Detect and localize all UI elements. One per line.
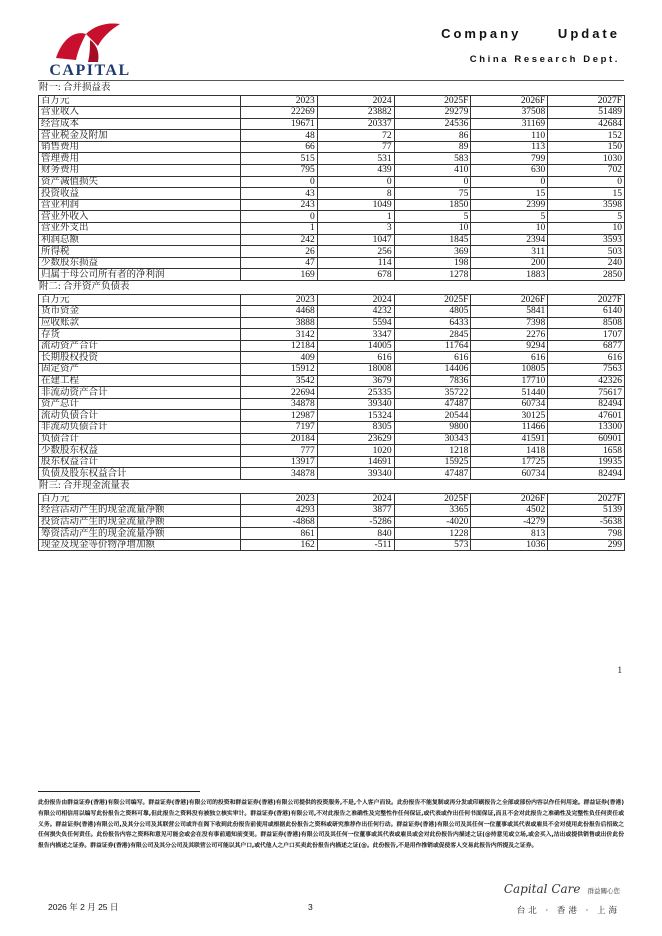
table-cell: -511: [317, 539, 394, 551]
row-label: 负债及股东权益合计: [39, 468, 241, 480]
brand-slogan-cn: 群益關心您: [587, 887, 620, 895]
row-label: 投资收益: [39, 188, 241, 200]
table-cell: 795: [241, 165, 318, 177]
table-cell: 2023: [241, 95, 318, 107]
table-cell: 17710: [471, 375, 548, 387]
table-cell: 1030: [548, 153, 625, 165]
table-cell: 515: [241, 153, 318, 165]
table-cell: 2850: [548, 269, 625, 281]
table-cell: 82494: [548, 398, 625, 410]
table-cell: 11764: [394, 340, 471, 352]
table-cell: 60901: [548, 433, 625, 445]
table-cell: 1228: [394, 528, 471, 540]
table-cell: 2027F: [548, 493, 625, 505]
table-cell: 2024: [317, 294, 394, 306]
table-header-row: [39, 493, 625, 505]
table-cell: 0: [394, 176, 471, 188]
table-row: [39, 211, 625, 223]
table-cell: 3142: [241, 329, 318, 341]
table-cell: 24536: [394, 118, 471, 130]
row-label: 营业外收入: [39, 211, 241, 223]
footer-page-number: 3: [308, 902, 313, 912]
table-cell: 14406: [394, 364, 471, 376]
row-label: 营业外支出: [39, 223, 241, 235]
table-cell: 5594: [317, 317, 394, 329]
table-cell: 200: [471, 257, 548, 269]
table-cell: 0: [317, 176, 394, 188]
table-row: [39, 516, 625, 528]
table-cell: 47601: [548, 410, 625, 422]
table-cell: 8: [317, 188, 394, 200]
table-cell: 5139: [548, 505, 625, 517]
brand-slogan: Capital Care: [503, 882, 581, 896]
table-cell: 35722: [394, 387, 471, 399]
table-cell: 41591: [471, 433, 548, 445]
table-cell: 616: [471, 352, 548, 364]
table-cell: 3679: [317, 375, 394, 387]
table-cell: 1049: [317, 199, 394, 211]
table-cell: 10805: [471, 364, 548, 376]
table-cell: 798: [548, 528, 625, 540]
table-cell: 17725: [471, 456, 548, 468]
table-row: [39, 165, 625, 177]
table-cell: 5: [548, 211, 625, 223]
office-locations: 台北 · 香港 · 上海: [516, 906, 620, 916]
table-cell: 2025F: [394, 493, 471, 505]
table-cell: 7563: [548, 364, 625, 376]
table-cell: 1: [317, 211, 394, 223]
footer-brand: [504, 880, 620, 916]
row-label: 筹资活动产生的现金流量净额: [39, 528, 241, 540]
table-cell: 75617: [548, 387, 625, 399]
table-cell: 110: [471, 130, 548, 142]
table-cell: 4293: [241, 505, 318, 517]
table-cell: 2023: [241, 294, 318, 306]
table-cell: 3877: [317, 505, 394, 517]
table-cell: 1036: [471, 539, 548, 551]
balance-sheet-table: [38, 294, 625, 481]
table-cell: 19935: [548, 456, 625, 468]
table-cell: 0: [241, 176, 318, 188]
table-cell: 22694: [241, 387, 318, 399]
table-cell: 8508: [548, 317, 625, 329]
table-row: [39, 387, 625, 399]
table-cell: 169: [241, 269, 318, 281]
table-cell: 34878: [241, 398, 318, 410]
table-row: [39, 141, 625, 153]
table-cell: 2276: [471, 329, 548, 341]
table-cell: 13917: [241, 456, 318, 468]
table-cell: 3: [317, 223, 394, 235]
table-row: [39, 505, 625, 517]
table-header-row: [39, 95, 625, 107]
table-cell: 29279: [394, 107, 471, 119]
table-cell: 5841: [471, 306, 548, 318]
table-cell: 42326: [548, 375, 625, 387]
table-cell: 616: [548, 352, 625, 364]
row-label: 在建工程: [39, 375, 241, 387]
table-row: [39, 528, 625, 540]
table-cell: 152: [548, 130, 625, 142]
table-cell: 531: [317, 153, 394, 165]
table-cell: 4805: [394, 306, 471, 318]
table-cell: 311: [471, 246, 548, 258]
table-cell: 2399: [471, 199, 548, 211]
table-cell: 198: [394, 257, 471, 269]
table-cell: 583: [394, 153, 471, 165]
table-cell: 18008: [317, 364, 394, 376]
table-cell: 240: [548, 257, 625, 269]
row-label: 非流动资产合计: [39, 387, 241, 399]
row-label: 长期股权投资: [39, 352, 241, 364]
table-cell: 2024: [317, 493, 394, 505]
table-cell: 1845: [394, 234, 471, 246]
table-cell: 410: [394, 165, 471, 177]
table-cell: 5: [471, 211, 548, 223]
table-cell: 573: [394, 539, 471, 551]
table-cell: 14005: [317, 340, 394, 352]
table-cell: 256: [317, 246, 394, 258]
table-row: [39, 176, 625, 188]
row-label: 少数股东权益: [39, 445, 241, 457]
table-row: [39, 188, 625, 200]
table-cell: 840: [317, 528, 394, 540]
table-cell: 86: [394, 130, 471, 142]
table-cell: 439: [317, 165, 394, 177]
table-cell: 6140: [548, 306, 625, 318]
table-cell: 13300: [548, 422, 625, 434]
table-cell: 7398: [471, 317, 548, 329]
table-cell: 3593: [548, 234, 625, 246]
table-cell: 12184: [241, 340, 318, 352]
table-cell: 7197: [241, 422, 318, 434]
table-cell: 48: [241, 130, 318, 142]
table-cell: 702: [548, 165, 625, 177]
row-label: 利润总额: [39, 234, 241, 246]
table-cell: 1: [241, 223, 318, 235]
table-cell: 9294: [471, 340, 548, 352]
table-cell: 20544: [394, 410, 471, 422]
table-cell: 2026F: [471, 493, 548, 505]
table-row: [39, 269, 625, 281]
income-statement-table: [38, 95, 625, 282]
table-cell: 10: [394, 223, 471, 235]
row-label: 应收账款: [39, 317, 241, 329]
table-cell: 861: [241, 528, 318, 540]
table-cell: 20337: [317, 118, 394, 130]
table-row: [39, 199, 625, 211]
table-cell: 37508: [471, 107, 548, 119]
header-divider: [38, 80, 624, 81]
table-cell: 20184: [241, 433, 318, 445]
table-row: [39, 352, 625, 364]
department-subtitle: China Research Dept.: [469, 54, 620, 65]
table-cell: 60734: [471, 468, 548, 480]
table-cell: 2023: [241, 493, 318, 505]
table-row: [39, 539, 625, 551]
row-label: 营业收入: [39, 107, 241, 119]
table-cell: 39340: [317, 468, 394, 480]
table-cell: 616: [394, 352, 471, 364]
row-label: 百万元: [39, 95, 241, 107]
table-cell: 43: [241, 188, 318, 200]
table-cell: 2025F: [394, 95, 471, 107]
table-cell: 8305: [317, 422, 394, 434]
table-row: [39, 118, 625, 130]
row-label: 流动资产合计: [39, 340, 241, 352]
table-cell: 150: [548, 141, 625, 153]
table-cell: 1020: [317, 445, 394, 457]
table-cell: 1418: [471, 445, 548, 457]
table-cell: -4020: [394, 516, 471, 528]
table-cell: 9800: [394, 422, 471, 434]
footer-date: 2026 年 2 月 25 日: [48, 902, 119, 912]
table-cell: -4279: [471, 516, 548, 528]
table-cell: 114: [317, 257, 394, 269]
capital-logo: [38, 20, 142, 80]
table-cell: 3888: [241, 317, 318, 329]
table-row: [39, 130, 625, 142]
table-cell: 1883: [471, 269, 548, 281]
table-cell: 30343: [394, 433, 471, 445]
financial-tables: [38, 82, 624, 551]
row-label: 存货: [39, 329, 241, 341]
table-cell: 15: [548, 188, 625, 200]
table-cell: 23882: [317, 107, 394, 119]
table-cell: 11466: [471, 422, 548, 434]
table-cell: 31169: [471, 118, 548, 130]
table-cell: 26: [241, 246, 318, 258]
table-header-row: [39, 294, 625, 306]
table-cell: 799: [471, 153, 548, 165]
table-row: [39, 223, 625, 235]
table-row: [39, 445, 625, 457]
table-cell: -5638: [548, 516, 625, 528]
eagle-logo-icon: [52, 20, 128, 64]
table-cell: 19671: [241, 118, 318, 130]
table-cell: 2394: [471, 234, 548, 246]
disclaimer-divider: [38, 791, 200, 792]
table-cell: 616: [317, 352, 394, 364]
table-cell: 15912: [241, 364, 318, 376]
table-cell: 369: [394, 246, 471, 258]
row-label: 资产总计: [39, 398, 241, 410]
table-cell: 243: [241, 199, 318, 211]
table-cell: 777: [241, 445, 318, 457]
row-label: 营业利润: [39, 199, 241, 211]
table-cell: 0: [241, 211, 318, 223]
table-cell: 2845: [394, 329, 471, 341]
table-cell: 3542: [241, 375, 318, 387]
table-row: [39, 375, 625, 387]
table-cell: 39340: [317, 398, 394, 410]
table-row: [39, 364, 625, 376]
table-cell: 1658: [548, 445, 625, 457]
row-label: 少数股东损益: [39, 257, 241, 269]
table-cell: 162: [241, 539, 318, 551]
table-cell: 2026F: [471, 95, 548, 107]
section-title-balance: 附二: 合并资产负债表: [39, 282, 130, 292]
table-cell: 23629: [317, 433, 394, 445]
table-cell: 242: [241, 234, 318, 246]
table-cell: 3598: [548, 199, 625, 211]
row-label: 百万元: [39, 294, 241, 306]
section-title-income: 附一: 合并损益表: [39, 83, 111, 93]
table-cell: 47487: [394, 398, 471, 410]
row-label: 股东权益合计: [39, 456, 241, 468]
row-label: 货币资金: [39, 306, 241, 318]
table-cell: 60734: [471, 398, 548, 410]
table-cell: 4502: [471, 505, 548, 517]
table-cell: 113: [471, 141, 548, 153]
table-cell: 409: [241, 352, 318, 364]
table-row: [39, 433, 625, 445]
table-cell: 51489: [548, 107, 625, 119]
table-cell: 5: [394, 211, 471, 223]
table-cell: 72: [317, 130, 394, 142]
table-cell: 2025F: [394, 294, 471, 306]
logo-wordmark: CAPITAL: [49, 62, 131, 79]
table-row: [39, 340, 625, 352]
row-label: 固定资产: [39, 364, 241, 376]
table-cell: 2027F: [548, 95, 625, 107]
table-cell: 22269: [241, 107, 318, 119]
table-cell: 503: [548, 246, 625, 258]
table-cell: 6877: [548, 340, 625, 352]
table-cell: 3365: [394, 505, 471, 517]
table-cell: 47487: [394, 468, 471, 480]
table-row: [39, 410, 625, 422]
table-cell: 15: [471, 188, 548, 200]
table-cell: 1047: [317, 234, 394, 246]
table-row: [39, 422, 625, 434]
table-row: [39, 468, 625, 480]
table-cell: 2026F: [471, 294, 548, 306]
row-label: 归属于母公司所有者的净利润: [39, 269, 241, 281]
table-cell: 0: [548, 176, 625, 188]
table-row: [39, 456, 625, 468]
table-cell: 2024: [317, 95, 394, 107]
row-label: 资产减值损失: [39, 176, 241, 188]
table-cell: 299: [548, 539, 625, 551]
table-row: [39, 329, 625, 341]
table-cell: 12987: [241, 410, 318, 422]
table-cell: -5286: [317, 516, 394, 528]
table-cell: 678: [317, 269, 394, 281]
table-row: [39, 246, 625, 258]
table-cell: 15324: [317, 410, 394, 422]
table-cell: 89: [394, 141, 471, 153]
table-cell: 25335: [317, 387, 394, 399]
table-cell: 14691: [317, 456, 394, 468]
table-cell: 34878: [241, 468, 318, 480]
table-cell: 813: [471, 528, 548, 540]
row-label: 营业税金及附加: [39, 130, 241, 142]
table-row: [39, 398, 625, 410]
section-title-cashflow: 附三: 合并现金流量表: [39, 481, 130, 491]
row-label: 投资活动产生的现金流量净额: [39, 516, 241, 528]
table-cell: 77: [317, 141, 394, 153]
table-cell: -4868: [241, 516, 318, 528]
table-cell: 1278: [394, 269, 471, 281]
row-label: 所得税: [39, 246, 241, 258]
table-cell: 82494: [548, 468, 625, 480]
table-cell: 66: [241, 141, 318, 153]
row-label: 现金及现金等价物净增加额: [39, 539, 241, 551]
table-cell: 3347: [317, 329, 394, 341]
table-cell: 51440: [471, 387, 548, 399]
table-cell: 6433: [394, 317, 471, 329]
table-cell: 630: [471, 165, 548, 177]
disclaimer-text: 此份报告由群益证券(香港)有限公司编写。群益证券(香港)有限公司的投资和群益证券(香港)有限公司提供的投资服务,不是,个人客户而设。此份报告不能复制或再分发或印刷报告之全部或部份内容以作任何用途。群益证券(香港)有限公司相信用以编写此份报告之资料可靠,但此报告之资料没有被独立核实审计。群益证券(香港)有限公司,不对此报告之准确性及完整性作任何保证,或代表或作出任何书面保证,而且不会对此报告之准确性及完整性负任何责任或义务。群益证券(香港)有限公司,及其分公司及其联营公司或许在阁下收到此份报告前使用或根据此份报告之资料或研究推荐作出任何行动。群益证券(香港)有限公司及其任何一位董事或其代表或雇员不会对使用此份报告后招致之任何损失负任何责任。此份报告内容之资料和意见可能会或会在没有事前通知前变更。群益证券(香港)有限公司及其任何一位董事或其代表或雇员或会对此份报告内描述之证(@持意见或立场,或会买入,沽出或提供销售或出价此份报告内描述之证券。群益证券(香港)有限公司及其分公司及其联营公司可能以其户口,或代他人之户口买卖此份报告内描述之证(@。此份报告,不是用作推销或促使客人交易此报告内所提及之证券。: [38, 800, 624, 850]
row-label: 负债合计: [39, 433, 241, 445]
table-cell: 75: [394, 188, 471, 200]
row-label: 销售费用: [39, 141, 241, 153]
table-row: [39, 257, 625, 269]
table-cell: 4468: [241, 306, 318, 318]
row-label: 百万元: [39, 493, 241, 505]
row-label: 流动负债合计: [39, 410, 241, 422]
table-row: [39, 153, 625, 165]
table-cell: 10: [471, 223, 548, 235]
row-label: 经营成本: [39, 118, 241, 130]
table-cell: 15925: [394, 456, 471, 468]
row-label: 管理费用: [39, 153, 241, 165]
table-cell: 7836: [394, 375, 471, 387]
table-row: [39, 317, 625, 329]
table-row: [39, 107, 625, 119]
table-cell: 47: [241, 257, 318, 269]
inner-page-number: 1: [617, 665, 622, 675]
report-type-title: Company Update: [441, 26, 620, 41]
row-label: 经营活动产生的现金流量净额: [39, 505, 241, 517]
row-label: 非流动负债合计: [39, 422, 241, 434]
table-cell: 1850: [394, 199, 471, 211]
table-cell: 1218: [394, 445, 471, 457]
row-label: 财务费用: [39, 165, 241, 177]
table-cell: 1707: [548, 329, 625, 341]
table-row: [39, 234, 625, 246]
table-row: [39, 306, 625, 318]
table-cell: 0: [471, 176, 548, 188]
table-cell: 30125: [471, 410, 548, 422]
cash-flow-table: [38, 493, 625, 552]
table-cell: 42684: [548, 118, 625, 130]
table-cell: 4232: [317, 306, 394, 318]
table-cell: 2027F: [548, 294, 625, 306]
table-cell: 10: [548, 223, 625, 235]
